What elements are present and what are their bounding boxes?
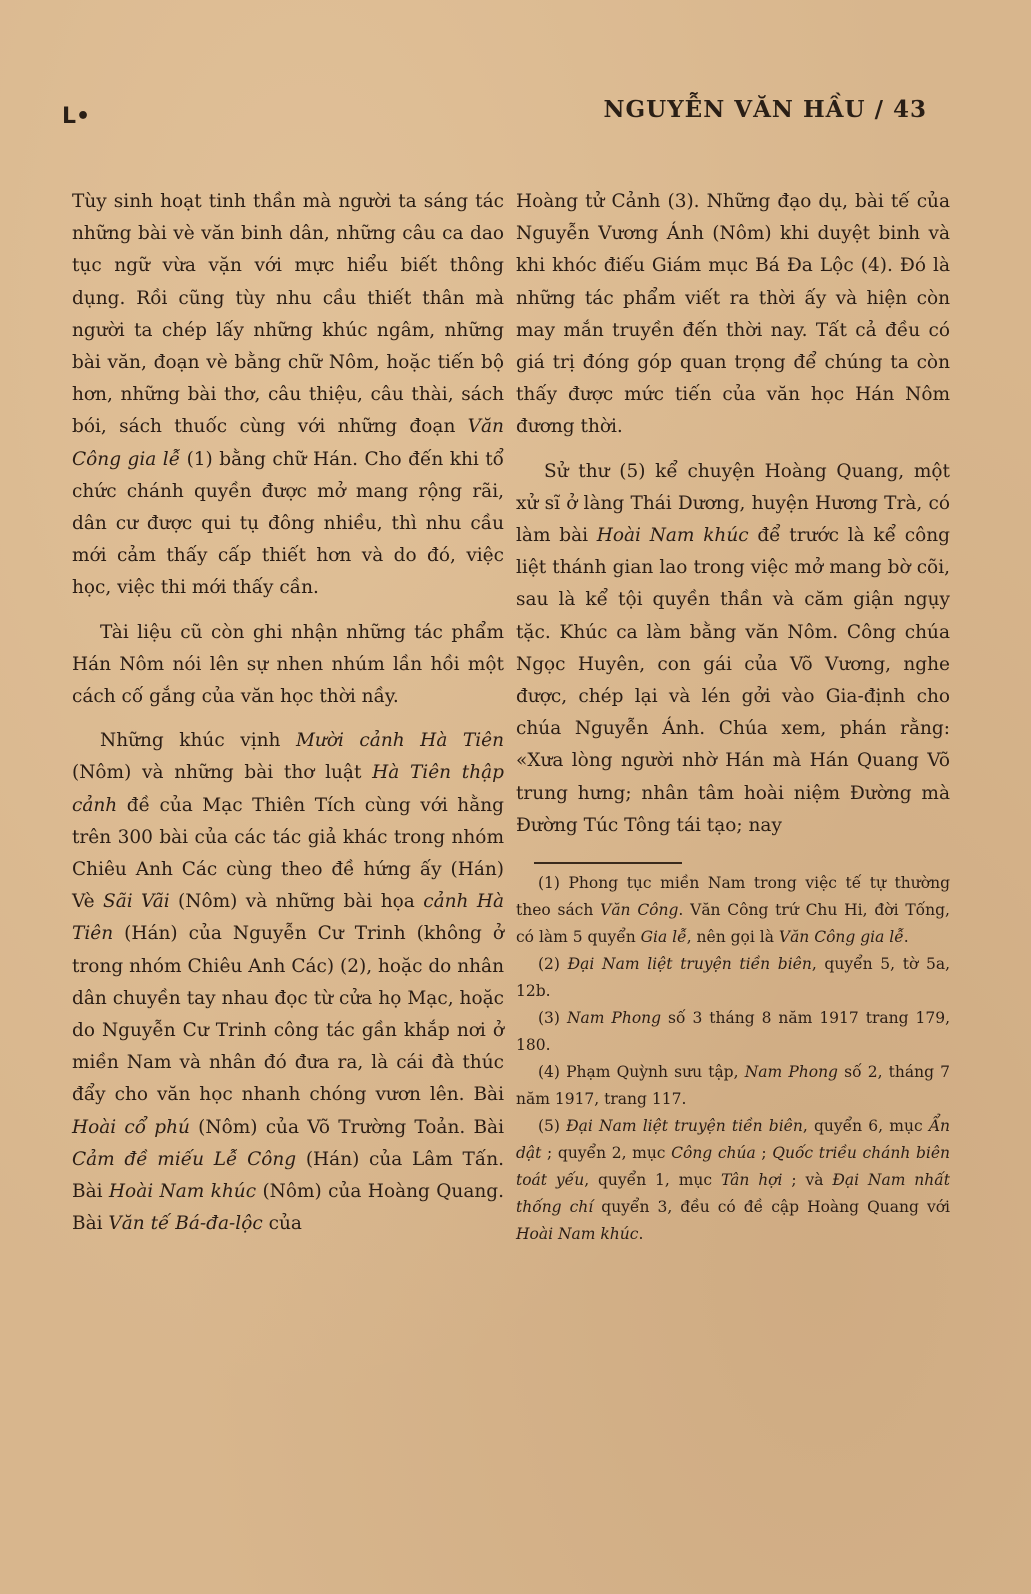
italic-title: Hoài Nam khúc xyxy=(108,1181,257,1203)
fn1-text-b: . Văn Công trứ Chu Hi, đời Tống, có làm 5 quyển xyxy=(516,901,950,947)
italic-title: cảnh Hà Tiên xyxy=(72,891,505,945)
p3-text-j: của xyxy=(262,1213,302,1235)
fn1-text-c: , nên gọi là xyxy=(686,928,779,947)
italic-title: Sãi Vãi xyxy=(103,891,170,913)
page-mark: L• xyxy=(62,104,91,129)
italic-title: Đại Nam liệt truyện tiền biên xyxy=(566,1117,803,1136)
italic-title: Văn Công xyxy=(600,901,679,920)
paragraph-continued: Hoàng tử Cảnh (3). Những đạo dụ, bài tế của Nguyễn Vương Ánh (Nôm) khi duyệt binh và khi khóc điếu Giám mục Bá Đa Lộc (4). Đó là những tác phẩm viết ra thời ấy và hiện còn may mắn truyền đến thời nay. Tất cả đều có giá trị đóng góp quan trọng để chúng ta còn thấy được mức tiến của văn học Hán Nôm đương thời. xyxy=(516,191,950,438)
footnote-1 xyxy=(516,870,950,951)
footnote-4 xyxy=(516,1059,950,1113)
italic-title: Hoài Nam khúc xyxy=(516,1225,639,1244)
footnote-2 xyxy=(516,951,950,1005)
p3-text-f: (Nôm) của Võ Trường Toản. Bài xyxy=(189,1116,504,1138)
italic-title: Hà Tiên thập cảnh xyxy=(72,762,505,816)
su-thu-text-a: Sử thư (5) kể chuyện Hoàng Quang, một xử sĩ ở làng Thái Dương, huyện Hương Trà, có làm bài xyxy=(516,460,950,547)
fn5-text-a: (5) xyxy=(538,1117,567,1136)
footnote-5 xyxy=(516,1113,950,1248)
italic-title: Hoài Nam khúc xyxy=(596,525,749,547)
running-header: NGUYỄN VĂN HẦU / 43 xyxy=(603,96,927,123)
italic-title: Văn Công gia lễ xyxy=(72,416,504,470)
fn5-text-f: ; và xyxy=(782,1171,833,1190)
italic-title: Nam Phong xyxy=(744,1063,838,1082)
italic-title: Đại Nam nhất thống chí xyxy=(516,1171,951,1217)
fn5-text-e: , quyển 1, mục xyxy=(584,1171,721,1190)
fn5-text-c: ; quyển 2, mục xyxy=(541,1144,672,1163)
italic-title: Hoài cổ phú xyxy=(72,1116,190,1138)
fn5-text-g: quyển 3, đều có đề cập Hoàng Quang với xyxy=(593,1198,950,1217)
fn5-text-d: ; xyxy=(755,1144,773,1163)
paragraph-1-text: Tùy sinh hoạt tinh thần mà người ta sáng tác những bài vè văn binh dân, những câu ca dao tục ngữ vừa vặn với mực hiểu biết thông dụng. Rồi cũng tùy nhu cầu thiết thân mà người ta chép lấy những khúc ngâm, những bài văn, đoạn vè bằng chữ Nôm, hoặc tiến bộ hơn, những bài thơ, câu thiệu, câu thài, sách bói, sách thuốc cùng với những đoạn xyxy=(72,191,504,438)
paragraph-1-tail: (1) bằng chữ Hán. Cho đến khi tổ chức chánh quyền được mở mang rộng rãi, dân cư được qui tụ đông nhiều, thì nhu cầu mới cảm thấy cấp thiết hơn và do đó, việc học, việc thi mới thấy cần. xyxy=(72,448,505,599)
italic-title: Đại Nam liệt truyện tiền biên xyxy=(567,955,812,974)
italic-title: Cảm đề miếu Lễ Công xyxy=(72,1148,297,1170)
left-column xyxy=(72,186,504,1241)
fn4-text-a: (4) Phạm Quỳnh sưu tập, xyxy=(538,1063,745,1082)
p3-text-d: (Nôm) và những bài họa xyxy=(169,891,424,913)
italic-title: Tân hợi xyxy=(720,1171,783,1190)
italic-title: Ẩn dật xyxy=(516,1117,951,1163)
italic-title: Mười cảnh Hà Tiên xyxy=(295,730,505,752)
paragraph-su-thu xyxy=(516,456,950,842)
p3-text-c: đề của Mạc Thiên Tích cùng với hằng trên 300 bài của các tác giả khác trong nhóm Chiêu Anh Các cùng theo đề hứng ấy (Hán) Vè xyxy=(72,794,504,913)
paragraph-2: Tài liệu cũ còn ghi nhận những tác phẩm Hán Nôm nói lên sự nhen nhúm lần hồi một cách cố gắng của văn học thời nầy. xyxy=(72,621,504,708)
fn1-text-a: (1) Phong tục miền Nam trong việc tế tự thường theo sách xyxy=(516,874,950,920)
p3-text-b: (Nôm) và những bài thơ luật xyxy=(72,762,373,784)
footnotes xyxy=(516,870,950,1248)
fn1-text-d: . xyxy=(903,928,909,947)
fn3-text-b: số 3 tháng 8 năm 1917 trang 179, 180. xyxy=(516,1009,950,1055)
p3-text-a: Những khúc vịnh xyxy=(100,730,296,752)
p3-text-e: (Hán) của Nguyễn Cư Trinh (không ở trong nhóm Chiêu Anh Các) (2), hoặc do nhân dân chuyền tay nhau đọc từ cửa họ Mạc, hoặc do Nguyễn Cư Trinh công tác gần khắp nơi ở miền Nam và nhân đó đưa ra, là cái đà thúc đẩy cho văn học nhanh chóng vươn lên. Bài xyxy=(72,923,504,1106)
italic-title: Quốc triều chánh biên toát yếu xyxy=(516,1144,951,1190)
fn3-text-a: (3) xyxy=(538,1009,567,1028)
italic-title: Gia lễ xyxy=(640,928,687,947)
p3-text-g: (Hán) của Lâm Tấn. Bài xyxy=(72,1148,504,1203)
fn2-text-a: (2) xyxy=(538,955,568,974)
right-column xyxy=(516,186,950,1248)
paragraph-1 xyxy=(72,186,504,605)
italic-title: Nam Phong xyxy=(566,1009,662,1028)
footnote-3 xyxy=(516,1005,950,1059)
italic-title: Văn tế Bá-đa-lộc xyxy=(108,1213,263,1235)
italic-title: Văn Công gia lễ xyxy=(778,928,904,947)
p3-text-h: (Nôm) của Hoàng Quang. Bài xyxy=(72,1181,504,1235)
fn4-text-b: số 2, tháng 7 năm 1917, trang 117. xyxy=(516,1063,951,1109)
paragraph-3 xyxy=(72,725,504,1240)
fn5-text-b: , quyển 6, mục xyxy=(802,1117,929,1136)
footnote-rule xyxy=(534,862,682,864)
fn5-text-h: . xyxy=(638,1225,644,1244)
fn2-text-b: , quyển 5, tờ 5a, 12b. xyxy=(516,955,950,1001)
su-thu-text-b: để trước là kể công liệt thánh gian lao trong việc mở mang bờ cõi, sau là kể tội quyền thần và căm giận ngụy tặc. Khúc ca làm bằng văn Nôm. Công chúa Ngọc Huyên, con gái của Võ Vương, nghe được, chép lại và lén gởi vào Gia-định cho chúa Nguyễn Ánh. Chúa xem, phán rằng: «Xưa lòng người nhờ Hán mà Hán Quang Võ trung hưng; nhân tâm hoài niệm Đường mà Đường Túc Tông tái tạo; nay xyxy=(516,525,950,836)
italic-title: Công chúa xyxy=(671,1144,756,1163)
